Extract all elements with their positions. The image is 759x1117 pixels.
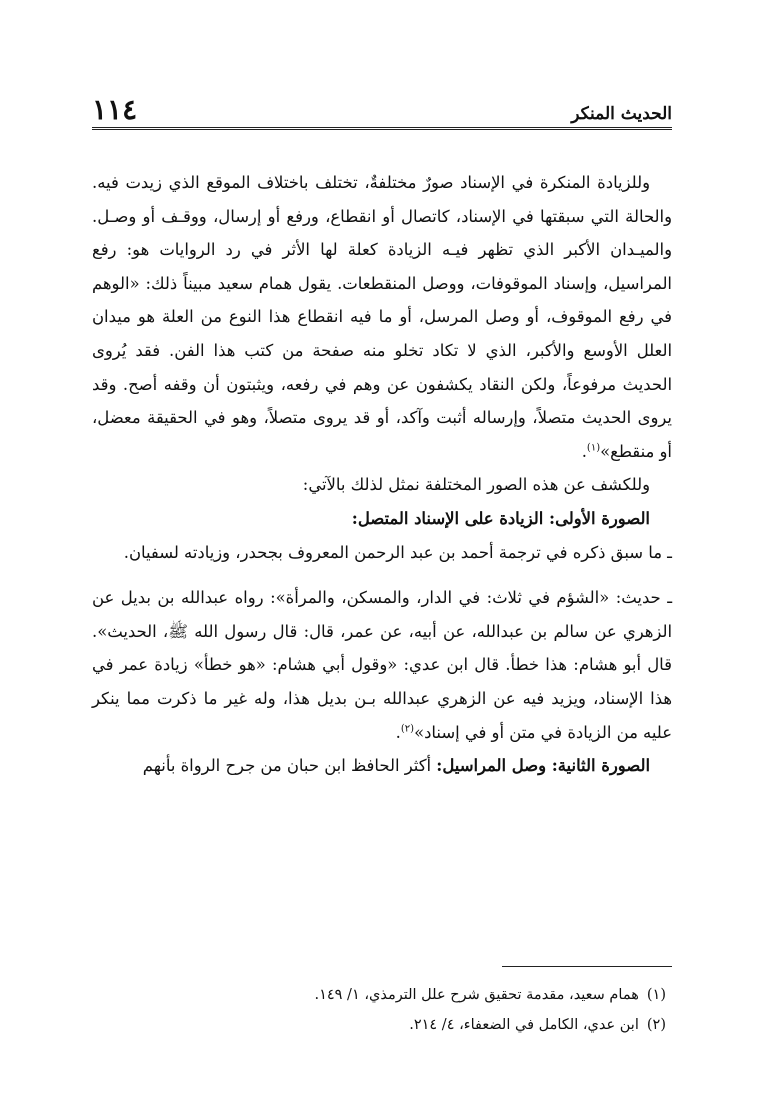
running-title: الحديث المنكر xyxy=(571,104,672,124)
paragraph-4-end: . xyxy=(395,722,401,742)
header-divider xyxy=(92,127,672,130)
paragraph-4-text: ـ حديث: «الشؤم في ثلاث: في الدار، والمسكن، والمرأة»: رواه عبدالله بن بديل عن الزهري عن سالم بن عبدالله، عن أبيه، عن عمر، قال: قال رسول الله ﷺ، الحديث». قال أبو هشام: هذا خطأ. قال ابن عدي: «وقول أبي هشام: «هو خطأ» زيادة عمر في هذا الإسناد، ويزيد فيه عن الزهري عبدالله بـن بديل هذا، وله غير ما ذكرت مما ينكر عليه من الزيادة في متن أو في إسناد» xyxy=(92,588,672,742)
paragraph-1-text: وللزيادة المنكرة في الإسناد صورٌ مختلفةٌ، تختلف باختلاف الموقع الذي زيدت فيه. والحالة التي سبقتها في الإسناد، كاتصال أو انقطاع، ورفع أو إرسال، ووقـف أو وصـل. والميـدان الأكبر الذي تظهر فيـه الزيادة كعلة لها الأثر في رد الروايات هو: رفع المراسيل، وإسناد الموقوفات، ووصل المنقطعات. يقول همام سعيد مبيناً ذلك: «الوهم في رفع الموقوف، أو وصل المرسل، أو ما فيه انقطاع هذا النوع من العلة هو ميدان العلل الأوسع والأكبر، الذي لا تكاد تخلو منه صفحة من كتب هذا الفن. فقد يُروى الحديث مرفوعاً، ولكن النقاد يكشفون عن وهم في رفعه، ويثبتون أن وقفه أصح. وقد يروى الحديث متصلاً، وإرساله أثبت وآكد، أو قد يروى متصلاً، وهو في الحقيقة معضل، أو منقطع» xyxy=(92,173,672,461)
section-heading-1: الصورة الأولى: الزيادة على الإسناد المتصل: xyxy=(351,508,650,528)
paragraph-2: وللكشف عن هذه الصور المختلفة نمثل لذلك بالآتي: xyxy=(302,475,650,495)
footnote-2-text: ابن عدي، الكامل في الضعفاء، ٤/ ٢١٤. xyxy=(409,1017,639,1033)
footnote-2 xyxy=(92,1010,672,1040)
footnote-ref-1: (١) xyxy=(586,442,601,454)
section-heading-2-text: أكثر الحافظ ابن حبان من جرح الرواة بأنهم xyxy=(142,756,437,776)
footnote-divider xyxy=(502,966,672,967)
paragraph-1-end: . xyxy=(581,441,587,461)
footnote-1-text: همام سعيد، مقدمة تحقيق شرح علل الترمذي، ١/ ١٤٩. xyxy=(314,987,639,1003)
paragraph-3: ـ ما سبق ذكره في ترجمة أحمد بن عبد الرحمن المعروف بجحدر، وزيادته لسفيان. xyxy=(123,542,672,562)
book-page xyxy=(92,0,672,1117)
footnote-ref-2: (٢) xyxy=(400,723,415,735)
footnote-2-number: (٢) xyxy=(646,1017,666,1033)
main-text xyxy=(92,166,672,783)
spacer xyxy=(92,569,672,581)
section-heading-2 xyxy=(92,749,672,783)
paragraph-1 xyxy=(92,166,672,468)
page-header xyxy=(92,86,672,124)
footnote-1 xyxy=(92,980,672,1010)
page-number: ١١٤ xyxy=(92,93,138,126)
paragraph-4 xyxy=(92,581,672,749)
section-heading-2-label: الصورة الثانية: وصل المراسيل: xyxy=(436,756,650,776)
footnote-1-number: (١) xyxy=(646,987,666,1003)
footnotes xyxy=(92,980,672,1040)
